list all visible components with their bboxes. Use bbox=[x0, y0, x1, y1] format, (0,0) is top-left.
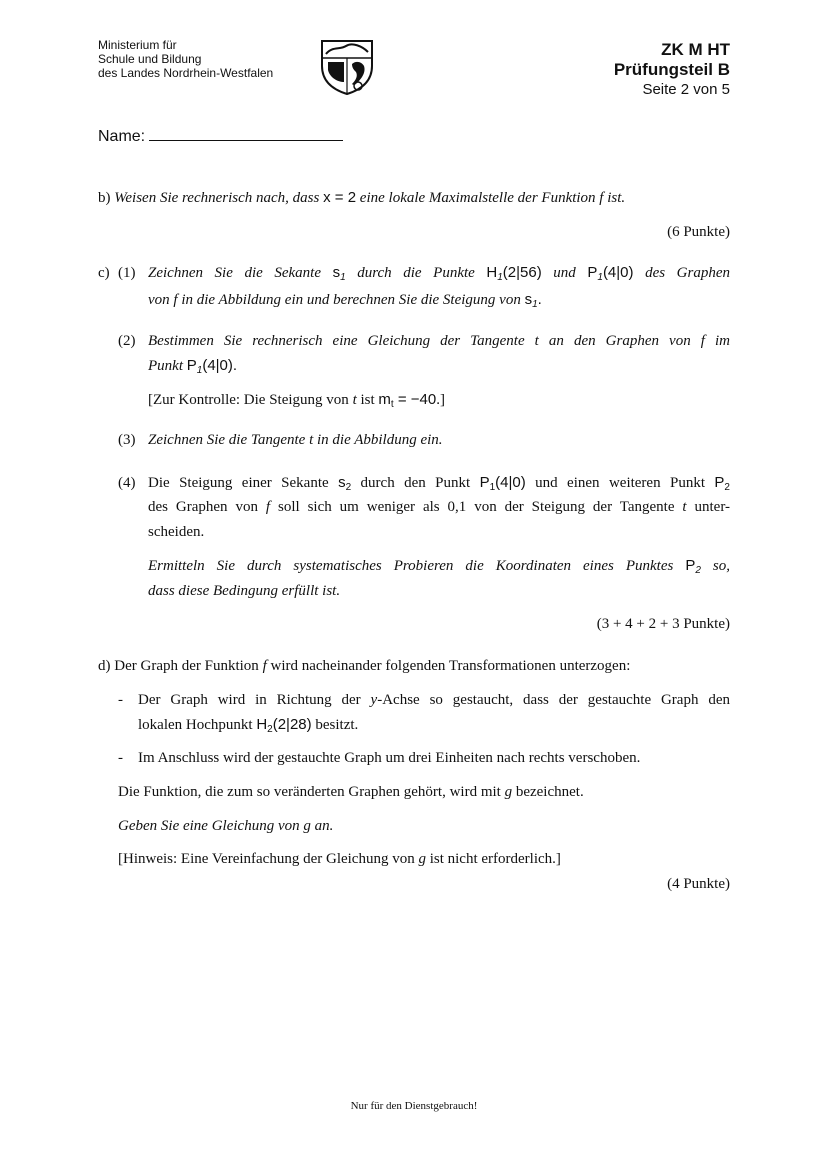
task-c4-line3: scheiden. bbox=[148, 524, 205, 540]
nrw-crest-icon bbox=[318, 38, 376, 96]
name-field[interactable] bbox=[98, 126, 343, 146]
footer-note: Nur für den Dienstgebrauch! bbox=[350, 1100, 478, 1112]
name-label: Name: bbox=[98, 128, 146, 145]
task-d-function: Die Funktion, die zum so veränderten Graphen gehört, wird mit g bezeichnet. bbox=[118, 784, 584, 800]
task-d-bullet2: Im Anschluss wird der gestauchte Graph um drei Einheiten nach rechts verschoben. bbox=[138, 750, 641, 766]
task-b-label: b) bbox=[98, 190, 111, 206]
exam-code: ZK M HT bbox=[661, 40, 730, 59]
ministry-name: Ministerium für Schule und Bildung des Landes Nordrhein-Westfalen bbox=[98, 38, 274, 80]
task-c1-line1: Zeichnen Sie die Sekante $s_1$ durch die Punkte $H_1(2|56)$ und $P_1(4|0)$ des Graphen bbox=[148, 264, 730, 283]
task-d-label: d) bbox=[98, 658, 111, 674]
task-c2-hint: [Zur Kontrolle: Die Steigung von t ist $m_t = -40$.] bbox=[148, 391, 445, 410]
exam-part: Prüfungsteil B bbox=[613, 60, 730, 79]
task-d-points: (4 Punkte) bbox=[667, 876, 730, 892]
name-line[interactable] bbox=[149, 126, 343, 141]
task-c-label: c) bbox=[98, 265, 110, 281]
bullet-mark: - bbox=[118, 750, 123, 766]
bullet-mark: - bbox=[118, 692, 123, 708]
task-c2-line1: Bestimmen Sie rechnerisch eine Gleichung der Tangente t an den Graphen von f im bbox=[148, 333, 730, 349]
math-x-equals-2: x = 2 bbox=[323, 189, 357, 206]
task-d-hint: [Hinweis: Eine Vereinfachung der Gleichung von g ist nicht erforderlich.] bbox=[118, 851, 561, 867]
task-c3-text: Zeichnen Sie die Tangente t in die Abbildung ein. bbox=[148, 432, 443, 448]
task-c4-task-line2: dass diese Bedingung erfüllt ist. bbox=[148, 583, 341, 599]
task-c4-line1: Die Steigung einer Sekante $s_2$ durch den Punkt $P_1(4|0)$ und einen weiteren Punkt $P_2$ bbox=[148, 474, 730, 493]
task-c1-number: (1) bbox=[118, 265, 136, 281]
task-c4-task-line1: Ermitteln Sie durch systematisches Probieren die Koordinaten eines Punktes $P_2$ so, bbox=[148, 557, 730, 576]
task-b: b) Weisen Sie rechnerisch nach, dass x = 2 eine lokale Maximalstelle der Funktion f ist. bbox=[98, 189, 626, 206]
task-d-bullet1-line1: Der Graph wird in Richtung der y-Achse so gestaucht, dass der gestauchte Graph den bbox=[138, 692, 730, 708]
header-right bbox=[614, 40, 730, 99]
page-number: Seite 2 von 5 bbox=[642, 81, 730, 98]
task-c1-line2: von f in die Abbildung ein und berechnen Sie die Steigung von $s_1$. bbox=[148, 291, 542, 310]
task-c2-line2: Punkt $P_1(4|0)$. bbox=[148, 357, 238, 376]
task-b-points: (6 Punkte) bbox=[667, 224, 730, 240]
task-d-task: Geben Sie eine Gleichung von g an. bbox=[118, 818, 334, 834]
task-c4-number: (4) bbox=[118, 475, 136, 491]
task-d-bullet1-line2: lokalen Hochpunkt $H_2(2|28)$ besitzt. bbox=[138, 716, 359, 735]
task-c3-number: (3) bbox=[118, 432, 136, 448]
task-c4-line2: des Graphen von f soll sich um weniger als 0,1 von der Steigung der Tangente t unter- bbox=[148, 499, 731, 515]
task-c-points: (3 + 4 + 2 + 3 Punkte) bbox=[596, 616, 730, 632]
task-c2-number: (2) bbox=[118, 333, 136, 349]
task-d-intro: d) Der Graph der Funktion f wird nacheinander folgenden Transformationen unterzogen: bbox=[98, 658, 631, 674]
